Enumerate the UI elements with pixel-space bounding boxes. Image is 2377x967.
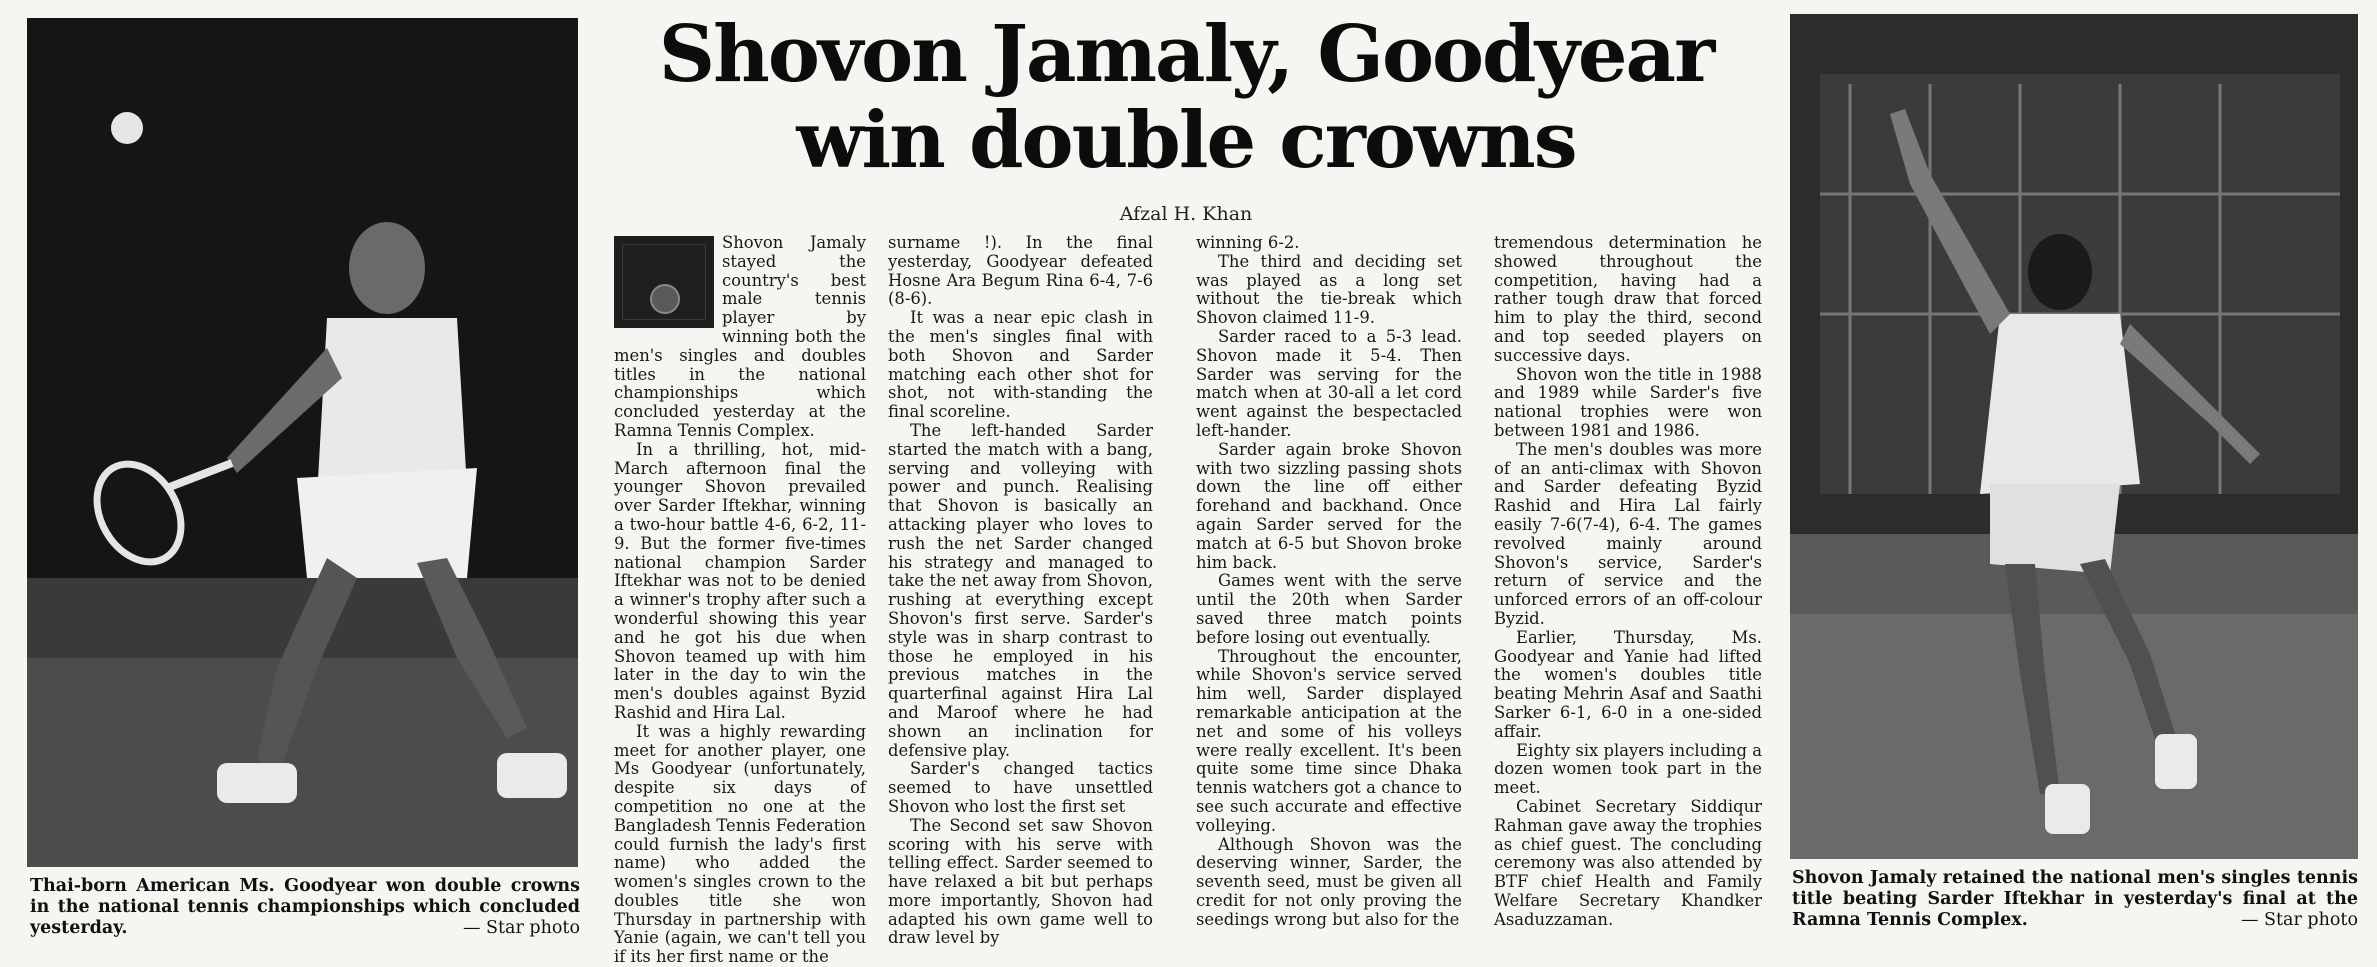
paragraph: The Second set saw Shovon scoring with his serve with telling effect. Sarder seemed to have relaxed a bit but perhaps more importantly, Shovon had adapted his own game well to draw level by (888, 815, 1153, 948)
left-caption-text: Thai-born American Ms. Goodyear won double crowns in the national tennis championships which concluded yesterday. (30, 876, 580, 938)
paragraph: Sarder raced to a 5-3 lead. Shovon made it 5-4. Then Sarder was serving for the match when at 30-all a let cord went against the bespectacled left-hander. (1196, 326, 1462, 440)
tennis-player-woman-image (27, 18, 578, 867)
paragraph: Throughout the encounter, while Shovon's service served him well, Sarder displayed remarkable anticipation at the net and some of his volleys were really excellent. It's been quite some time since Dhaka tennis watchers got a chance to see such accurate and effective volleying. (1196, 646, 1462, 835)
paragraph: Cabinet Secretary Siddiqur Rahman gave away the trophies as chief guest. The concluding ceremony was also attended by BTF chief Health and Family Welfare Secretary Khandker Asaduzzaman. (1494, 796, 1762, 929)
right-caption-text: Shovon Jamaly retained the national men's singles tennis title beating Sarder Iftekhar in yesterday's final at the Ramna Tennis Complex. (1792, 868, 2358, 930)
paragraph: winning 6-2. (1196, 233, 1300, 252)
paragraph: It was a near epic clash in the men's singles final with both Shovon and Sarder matching each other shot for shot, not with-standing the final scoreline. (888, 308, 1153, 422)
paragraph: Games went with the serve until the 20th when Sarder saved three match points before losing out eventually. (1196, 571, 1462, 647)
paragraph: The third and deciding set was played as a long set without the tie-break which Shovon claimed 11-9. (1196, 251, 1462, 328)
headline: Shovon Jamaly, Goodyear win double crowns (658, 9, 1714, 186)
paragraph: Sarder again broke Shovon with two sizzling passing shots down the line off either forehand and backhand. Once again Sarder served for the match at 6-5 but Shovon broke him back. (1196, 439, 1462, 572)
tennis-ball-logo-icon (614, 236, 714, 328)
paragraph: Although Shovon was the deserving winner, Sarder, the seventh seed, must be given all credit for not only proving the seedings wrong but also for the (1196, 834, 1462, 929)
tennis-player-man-image (1790, 14, 2358, 859)
left-photo-credit: — Star photo (462, 918, 580, 938)
paragraph: Shovon Jamaly stayed the country's best male tennis player by winning both the men's singles and doubles titles in the national championships which concluded yesterday at the Ramna Tennis Complex. (614, 233, 866, 440)
article-column-1 (614, 233, 866, 967)
paragraph: In a thrilling, hot, mid-March afternoon final the younger Shovon prevailed over Sarder Iftekhar, winning a two-hour battle 4-6, 6-2, 11-9. But the former five-times national champion Sarder Iftekhar was not to be denied a winner's trophy after such a wonderful showing this year and he got his due when Shovon teamed up with him later in the day to win the men's doubles against Byzid Rashid and Hira Lal. (614, 439, 866, 722)
article-column-2 (888, 233, 1153, 948)
paragraph: Sarder's changed tactics seemed to have unsettled Shovon who lost the first set (888, 759, 1153, 816)
paragraph: Eighty six players including a dozen women took part in the meet. (1494, 740, 1762, 798)
paragraph: Shovon won the title in 1988 and 1989 while Sarder's five national trophies were won between 1981 and 1986. (1494, 364, 1762, 440)
paragraph: The men's doubles was more of an anti-climax with Shovon and Sarder defeating Byzid Rashid and Hira Lal fairly easily 7-6(7-4), 6-4. The games revolved mainly around Shovon's service, Sarder's return of service and the unforced errors of an off-colour Byzid. (1494, 439, 1762, 628)
paragraph: Earlier, Thursday, Ms. Goodyear and Yanie had lifted the women's doubles title beating Mehrin Asaf and Saathi Sarker 6-1, 6-0 in a one-sided affair. (1494, 627, 1762, 741)
article-column-3 (1196, 234, 1462, 939)
paragraph: tremendous determination he showed throughout the competition, having had a rather tough draw that forced him to play the third, second and top seeded players on successive days. (1494, 233, 1762, 365)
article-column-4 (1494, 234, 1762, 939)
right-photo-credit: — Star photo (2240, 910, 2358, 930)
byline: Afzal H. Khan (1119, 203, 1253, 225)
left-photo-caption (30, 876, 580, 939)
paragraph: The left-handed Sarder started the match with a bang, serving and volleying with power and punch. Realising that Shovon is basically an attacking player who loves to rush the net Sarder changed his strategy and managed to take the net away from Shovon, rushing at everything except Shovon's first serve. Sarder's style was in sharp contrast to those he employed in his previous matches in the quarterfinal against Hira Lal and Maroof where he had shown an inclination for defensive play. (888, 420, 1153, 760)
right-photo-shovon (1790, 14, 2358, 859)
paragraph: It was a highly rewarding meet for another player, one Ms Goodyear (unfortunately, despite six days of competition no one at the Bangladesh Tennis Federation could furnish the lady's first name) who added the women's singles crown to the doubles title she won Thursday in partnership with Yanie (again, we can't tell you if its her first name or the (614, 721, 866, 967)
paragraph: surname !). In the final yesterday, Goodyear defeated Hosne Ara Begum Rina 6-4, 7-6 (8-6). (888, 233, 1153, 309)
left-photo-goodyear (27, 18, 578, 867)
right-photo-caption (1792, 868, 2358, 931)
